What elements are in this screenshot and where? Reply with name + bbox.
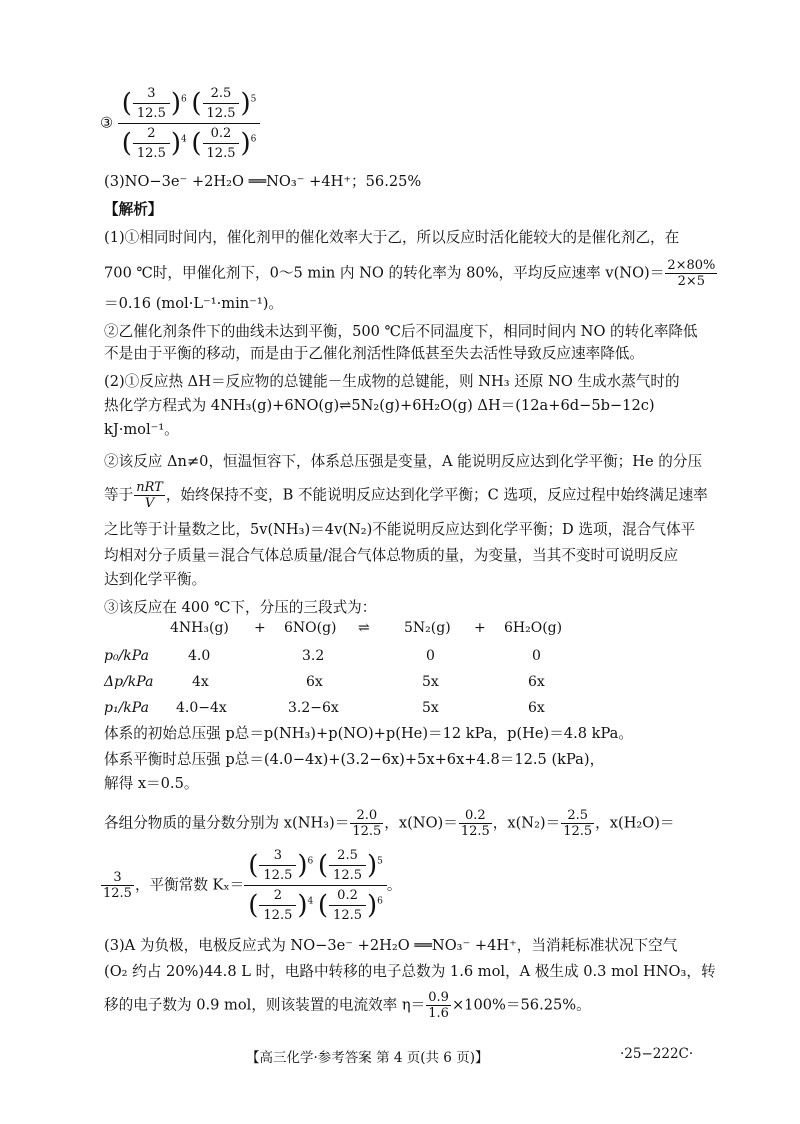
ice-cell: 5x: [422, 674, 439, 690]
p1-line1: (1)①相同时间内，催化剂甲的催化效率大于乙，所以反应时活化能较大的是催化剂乙，在: [104, 229, 680, 246]
calc-equilibrium-constant: $\frac{3}{12.5}$ ，平衡常数 Kₓ＝ ( $\frac{3}{12.5}$ )$^6$ ( $\frac{2.5}{12.5}$ )$^5$ ( $\frac{2}{12.5}$ )$^4$ ( $\frac{0.2}{12.5}$ )$^6$ 。: [103, 848, 402, 923]
ice-cell: 6x: [528, 674, 545, 690]
p2-line1: ②乙催化剂条件下的曲线未达到平衡，500 ℃后不同温度下，相同时间内 NO 的转化率降低: [104, 323, 698, 340]
answer-q3: (3)NO−3e⁻ +2H₂O ══NO₃⁻ +4H⁺；56.25%: [104, 173, 422, 190]
p1-line2: 700 ℃时，甲催化剂下，0～5 min 内 NO 的转化率为 80%，平均反应速率 v(NO)＝ $\frac{2\times 80\%}{2\times 5}$: [104, 258, 716, 289]
ice-header-arrow: ⇌: [358, 620, 370, 636]
ice-header-plus1: +: [254, 620, 266, 636]
p3-line3: kJ·mol⁻¹。: [104, 421, 179, 438]
ice-cell: 3.2−6x: [288, 700, 339, 716]
calc-equilibrium-pressure: 体系平衡时总压强 p总＝(4.0−4x)+(3.2−6x)+5x+6x+4.8＝12.5 (kPa)，: [104, 751, 605, 768]
p2-line2: 不是由于平衡的移动，而是由于乙催化剂活性降低甚至失去活性导致反应速率降低。: [104, 345, 644, 362]
ice-cell: 0: [426, 648, 435, 664]
p4-line3: 之比等于计量数之比，5v(NH₃)＝4v(N₂)不能说明反应达到化学平衡；D 选项，混合气体平: [104, 521, 696, 538]
efficiency-fraction: $\frac{0.9}{1.6}$: [428, 990, 449, 1021]
p6-line3: 移的电子数为 0.9 mol，则该装置的电流效率 η＝ $\frac{0.9}{1.6}$ ×100%＝56.25%。: [104, 990, 591, 1021]
p6-line1: (3)A 为负极，电极反应式为 NO−3e⁻ +2H₂O ══NO₃⁻ +4H⁺，当消耗标准状况下空气: [104, 937, 678, 954]
ice-row-label: Δp/kPa: [104, 674, 154, 690]
ice-cell: 3.2: [302, 648, 325, 664]
fraction-n2: $\frac{2.5}{12.5}$: [563, 808, 593, 839]
ice-table: [104, 620, 704, 720]
analysis-heading: 【解析】: [104, 201, 163, 218]
p4-line4: 均相对分子质量＝混合气体总质量/混合气体总物质的量，为变量，当其不变时可说明反应: [104, 547, 679, 564]
k-expression-answer: [100, 86, 260, 161]
fraction-no: $\frac{0.2}{12.5}$: [460, 808, 490, 839]
ice-header-no: 6NO(g): [284, 620, 337, 636]
ice-cell: 4.0: [188, 648, 211, 664]
p5-line1: ③该反应在 400 ℃下，分压的三段式为：: [104, 599, 377, 616]
fraction-nh3: $\frac{2.0}{12.5}$: [352, 808, 382, 839]
fraction-h2o: $\frac{3}{12.5}$: [103, 870, 132, 901]
ice-header-n2: 5N₂(g): [404, 620, 451, 636]
calc-initial-pressure: 体系的初始总压强 p总＝p(NH₃)+p(NO)+p(He)＝12 kPa，p(He)＝4.8 kPa。: [104, 725, 633, 742]
nrt-over-v-fraction: $\frac{\text{nRT}}{V}$: [136, 480, 163, 511]
footer-page-info: 【高三化学·参考答案 第 4 页(共 6 页)】: [246, 1050, 489, 1066]
p4-line2: 等于 $\frac{\text{nRT}}{V}$ ，始终保持不变，B 不能说明反应达到化学平衡；C 选项，反应过程中始终满足速率: [104, 480, 708, 511]
ice-header-nh3: 4NH₃(g): [170, 620, 229, 636]
ice-header-plus2: +: [474, 620, 486, 636]
p6-line2: (O₂ 约占 20%)44.8 L 时，电路中转移的电子总数为 1.6 mol，A 极生成 0.3 mol HNO₃，转: [104, 963, 716, 980]
ice-cell: 6x: [306, 674, 323, 690]
ice-header-h2o: 6H₂O(g): [504, 620, 563, 636]
ice-row-label: p₀/kPa: [104, 648, 149, 664]
p3-line1: (2)①反应热 ΔH＝反应物的总键能－生成物的总键能，则 NH₃ 还原 NO 生成水蒸气时的: [104, 373, 680, 390]
ice-row-label: p₁/kPa: [104, 700, 149, 716]
calc-mole-fractions: 各组分物质的量分数分别为 x(NH₃)＝ $\frac{2.0}{12.5}$ ，x(NO)＝ $\frac{0.2}{12.5}$ ，x(N₂)＝ $\frac{2.5}{12.5}$ ，x(H₂O)＝: [104, 808, 675, 839]
kx-fraction: ( $\frac{3}{12.5}$ )$^6$ ( $\frac{2.5}{12.5}$ )$^5$ ( $\frac{2}{12.5}$ )$^4$ ( $\frac{0.2}{12.5}$ )$^6$: [118, 86, 261, 161]
item-marker: ③: [100, 114, 114, 132]
calc-solve-x: 解得 x＝0.5。: [104, 775, 199, 792]
ice-cell: 0: [532, 648, 541, 664]
p1-line3: ＝0.16 (mol·L⁻¹·min⁻¹)。: [104, 295, 283, 312]
rate-fraction: $\frac{2\times 80\%}{2\times 5}$: [667, 258, 716, 289]
ice-cell: 5x: [422, 700, 439, 716]
p4-line5: 达到化学平衡。: [104, 571, 207, 588]
ice-cell: 4.0−4x: [176, 700, 227, 716]
p3-line2: 热化学方程式为 4NH₃(g)+6NO(g)⇌5N₂(g)+6H₂O(g) ΔH＝(12a+6d−5b−12c): [104, 397, 655, 414]
ice-cell: 4x: [192, 674, 209, 690]
kx-fraction-repeat: ( $\frac{3}{12.5}$ )$^6$ ( $\frac{2.5}{12.5}$ )$^5$ ( $\frac{2}{12.5}$ )$^4$ ( $\frac{0.2}{12.5}$ )$^6$: [244, 848, 387, 923]
ice-cell: 6x: [528, 700, 545, 716]
p4-line1: ②该反应 Δn≠0，恒温恒容下，体系总压强是变量，A 能说明反应达到化学平衡；He 的分压: [104, 453, 703, 470]
footer-code: ·25−222C·: [620, 1046, 694, 1062]
